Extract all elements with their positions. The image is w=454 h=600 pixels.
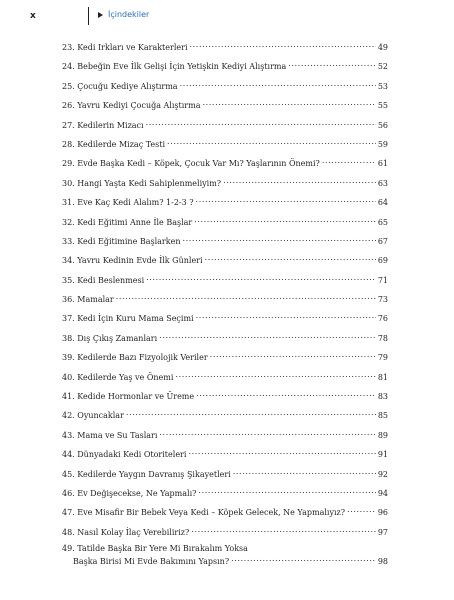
toc-entry[interactable]	[62, 195, 388, 214]
leader-dots	[203, 98, 376, 108]
toc-entry-title: 29. Evde Başka Kedi – Köpek, Çocuk Var Mı? Yaşlarının Önemi?	[62, 159, 320, 169]
toc-entry-title: 28. Kedilerde Mizaç Testi	[62, 139, 166, 149]
leader-dots	[191, 525, 376, 535]
toc-entry-title: 23. Kedi Irkları ve Karakterleri	[62, 43, 188, 52]
toc-entry-title: 46. Ev Değişecekse, Ne Yapmalı?	[62, 488, 197, 498]
toc-entry[interactable]	[62, 98, 388, 117]
toc-entry-page: 78	[377, 333, 388, 343]
toc-entry-title: 26. Yavru Kediyi Çocuğa Alıştırma	[62, 101, 201, 111]
header-divider	[88, 7, 89, 25]
toc-entry[interactable]	[62, 408, 388, 427]
toc-entry-page: 83	[377, 392, 388, 402]
toc-entry-page: 55	[377, 101, 388, 111]
toc-entry-page: 92	[377, 469, 388, 479]
leader-dots	[210, 350, 376, 360]
leader-dots	[183, 234, 376, 244]
toc-entry[interactable]	[62, 156, 388, 175]
toc-entry[interactable]	[62, 253, 388, 272]
leader-dots	[167, 137, 376, 147]
toc-entry-page: 98	[377, 557, 388, 567]
toc-entry[interactable]	[62, 370, 388, 389]
toc-entry-title: 49. Tatilde Başka Bir Yere Mi Bırakalım Yoksa	[62, 544, 248, 554]
toc-entry[interactable]	[62, 467, 388, 486]
leader-dots	[159, 428, 375, 438]
table-of-contents	[62, 40, 388, 570]
leader-dots	[196, 311, 376, 321]
toc-entry-page: 61	[377, 159, 388, 169]
toc-entry-page: 89	[377, 430, 388, 440]
toc-entry[interactable]	[62, 350, 388, 369]
toc-entry-page: 81	[377, 372, 388, 382]
toc-entry-page: 91	[377, 450, 388, 460]
toc-entry-title: 39. Kedilerde Bazı Fizyolojik Veriler	[62, 353, 208, 363]
toc-entry[interactable]	[62, 215, 388, 234]
toc-entry-title: 35. Kedi Beslenmesi	[62, 275, 145, 285]
toc-entry-title: 41. Kedide Hormonlar ve Üreme	[62, 392, 195, 402]
leader-dots	[223, 176, 376, 186]
toc-entry-title: 40. Kedilerde Yaş ve Önemi	[62, 372, 174, 382]
leader-dots	[159, 331, 376, 341]
leader-dots	[322, 156, 376, 166]
toc-entry-page: 65	[377, 217, 388, 227]
leader-dots	[190, 40, 376, 50]
leader-dots	[347, 505, 376, 515]
toc-entry[interactable]	[62, 331, 388, 350]
toc-entry-title: 43. Mama ve Su Tasları	[62, 430, 158, 440]
toc-entry-page: 63	[377, 178, 388, 188]
toc-entry-title: 34. Yavru Kedinin Evde İlk Günleri	[62, 256, 203, 266]
page-header	[0, 0, 454, 30]
toc-entry-page: 56	[377, 120, 388, 130]
toc-entry[interactable]	[62, 505, 388, 524]
leader-dots	[180, 79, 376, 89]
leader-dots	[194, 215, 376, 225]
leader-dots	[146, 118, 376, 128]
toc-entry[interactable]	[62, 176, 388, 195]
toc-entry-page: 97	[377, 527, 388, 537]
toc-entry-title: 24. Bebeğin Eve İlk Gelişi İçin Yetişkin Kediyi Alıştırma	[62, 62, 287, 72]
toc-entry[interactable]	[62, 486, 388, 505]
toc-entry-page: 64	[377, 198, 388, 208]
leader-dots	[196, 195, 376, 205]
leader-dots	[146, 273, 376, 283]
toc-entry[interactable]	[62, 234, 388, 253]
leader-dots	[288, 59, 376, 69]
toc-entry-page: 59	[377, 139, 388, 149]
leader-dots	[205, 253, 376, 263]
toc-entry[interactable]	[62, 59, 388, 78]
toc-entry[interactable]	[62, 428, 388, 447]
toc-entry-title: Başka Birisi Mi Evde Bakımını Yapsın?	[73, 557, 230, 567]
toc-entry-page: 73	[377, 295, 388, 305]
toc-entry-title: 32. Kedi Eğitimi Anne İle Başlar	[62, 217, 193, 227]
toc-entry-title: 38. Dış Çıkış Zamanları	[62, 333, 158, 343]
toc-entry[interactable]	[62, 311, 388, 330]
toc-entry-title: 42. Oyuncaklar	[62, 411, 124, 421]
toc-entry-page: 94	[377, 488, 388, 498]
toc-entry[interactable]	[62, 273, 388, 292]
toc-entry-page: 49	[377, 43, 388, 52]
leader-dots	[198, 486, 375, 496]
toc-entry-title: 36. Mamalar	[62, 295, 114, 305]
toc-entry-page: 67	[377, 236, 388, 246]
toc-entry[interactable]	[62, 447, 388, 466]
toc-entry[interactable]	[62, 525, 388, 544]
leader-dots	[126, 408, 376, 418]
toc-entry-page: 79	[377, 353, 388, 363]
toc-entry[interactable]	[62, 79, 388, 98]
leader-dots	[233, 467, 376, 477]
toc-entry-title: 47. Eve Misafir Bir Bebek Veya Kedi – Köpek Gelecek, Ne Yapmalıyız?	[62, 508, 346, 518]
toc-entry-page: 85	[377, 411, 388, 421]
toc-entry-page: 71	[377, 275, 388, 285]
toc-entry[interactable]	[62, 292, 388, 311]
toc-entry-title: 45. Kedilerde Yaygın Davranış Şikayetleri	[62, 469, 231, 479]
toc-entry-title: 44. Dünyadaki Kedi Otoriteleri	[62, 450, 187, 460]
toc-entry[interactable]	[62, 118, 388, 137]
page-number: x	[30, 11, 36, 21]
toc-entry-page: 53	[377, 81, 388, 91]
toc-entry-title: 37. Kedi İçin Kuru Mama Seçimi	[62, 314, 194, 324]
leader-dots	[196, 389, 376, 399]
triangle-arrow-icon	[98, 12, 103, 18]
leader-dots	[188, 447, 375, 457]
toc-entry-page: 96	[377, 508, 388, 518]
toc-entry-title: 48. Nasıl Kolay İlaç Verebiliriz?	[62, 527, 190, 537]
toc-entry[interactable]	[62, 40, 388, 59]
toc-entry-page: 52	[377, 62, 388, 72]
leader-dots	[116, 292, 376, 302]
toc-entry-title: 25. Çocuğu Kediye Alıştırma	[62, 81, 178, 91]
toc-entry-title: 30. Hangi Yaşta Kedi Sahiplenmeliyim?	[62, 178, 222, 188]
section-title: İçindekiler	[108, 10, 150, 19]
toc-entry[interactable]	[62, 544, 388, 570]
toc-entry-page: 76	[377, 314, 388, 324]
toc-entry[interactable]	[62, 389, 388, 408]
toc-entry-title: 27. Kedilerin Mizacı	[62, 120, 144, 130]
toc-entry-page: 69	[377, 256, 388, 266]
toc-entry-title: 31. Eve Kaç Kedi Alalım? 1-2-3 ?	[62, 198, 194, 208]
leader-dots	[231, 554, 376, 564]
toc-entry[interactable]	[62, 137, 388, 156]
leader-dots	[175, 370, 375, 380]
toc-entry-title: 33. Kedi Eğitimine Başlarken	[62, 236, 181, 246]
